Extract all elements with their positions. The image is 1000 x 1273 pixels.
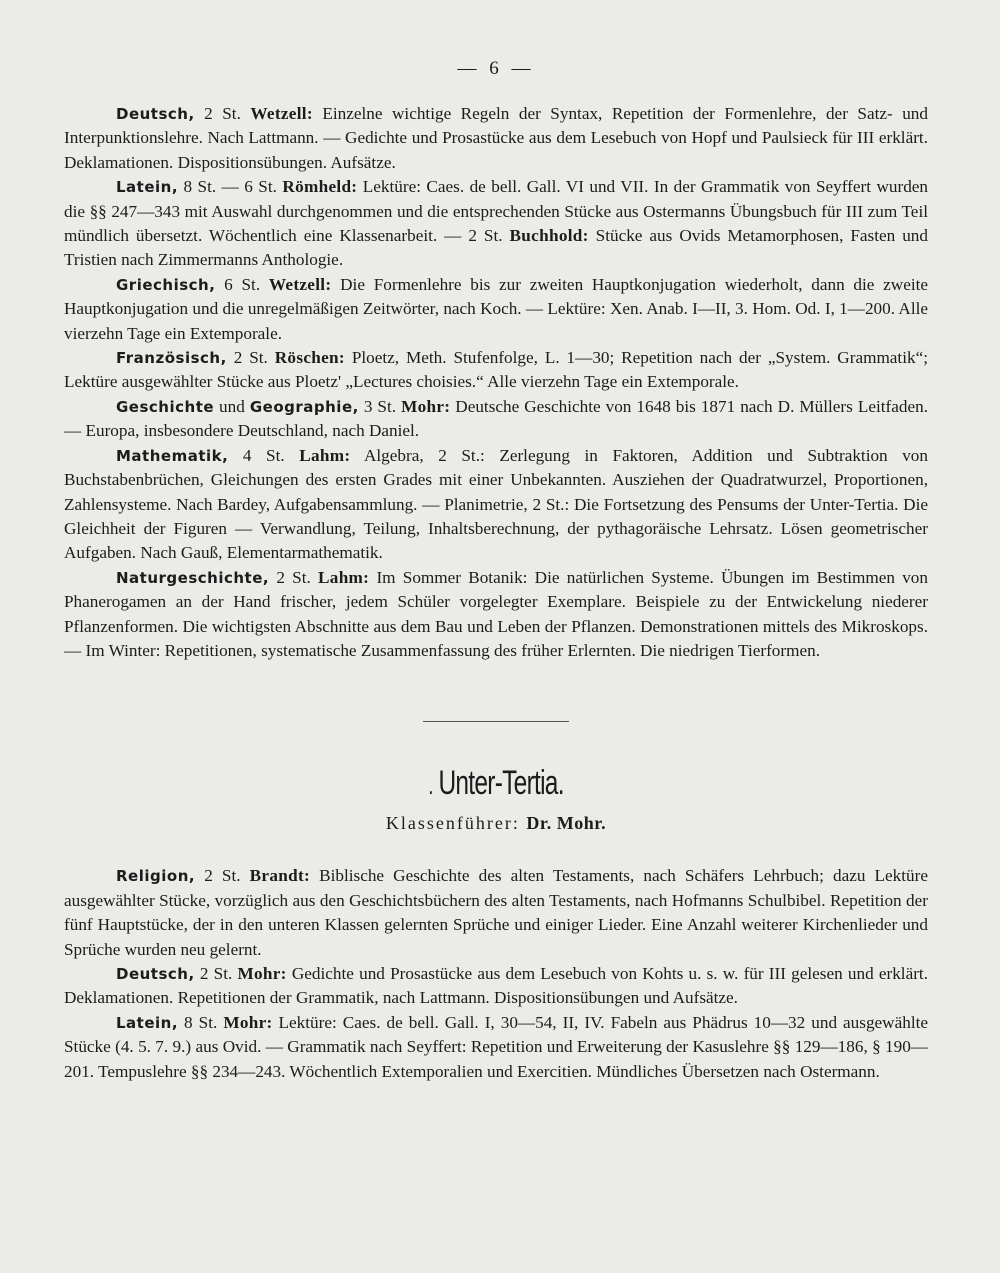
teacher-name: Röschen:	[274, 348, 345, 368]
hours: 8 St.	[178, 1012, 224, 1032]
teacher-name: Wetzell:	[268, 274, 332, 294]
paragraph-text: Lektüre: Caes. de bell. Gall. I, 30—54, II, IV. Fabeln aus Phädrus 10—32 und ausgewählte Stücke (4. 5. 7. 9.) aus Ovid. — Grammatik nach Seyffert: Repetition und Erweiterung der Kasuslehre §§ 129—186, § 190—201. Tempuslehre §§ 234—243. Wöchentlich Extemporalien und Exercitien. Mündliches Übersetzen nach Ostermann.	[64, 1012, 928, 1081]
paragraph-text: Im Sommer Botanik: Die natürlichen Systeme. Übungen im Bestimmen von Phanerogamen an der Hand frischer, jedem Schüler vorgelegter Exemplare. Beispiele zu der Entwickelung niederer Pflanzenformen. Die wichtigsten Abschnitte aus dem Bau und Leben der Pflanzen. Demonstrationen mittels des Mikroskops. — Im Winter: Repetitionen, systematische Zusammenfassung des früher Erlernten. Die niedrigen Tierformen.	[64, 567, 928, 660]
teacher-name: Lahm:	[299, 445, 351, 465]
hours: 6 St.	[215, 274, 269, 294]
section-title-text: Unter-Tertia.	[438, 764, 564, 803]
teacher-name: Lahm:	[318, 567, 370, 587]
page-number: — 6 —	[457, 58, 535, 79]
teacher-name: Buchhold:	[509, 226, 589, 246]
unter-tertia-curriculum	[64, 864, 928, 1084]
hours: 2 St.	[269, 567, 319, 587]
paragraph-griechisch	[64, 273, 928, 346]
paragraph-text: Gedichte und Prosastücke aus dem Lesebuch von Kohts u. s. w. für III gelesen und erklärt. Deklamationen. Repetitionen der Grammatik, nach Lattmann. Dispositionsübungen und Aufsätze.	[64, 963, 928, 1008]
class-leader-label: Klassenführer:	[385, 813, 527, 834]
hours: 2 St.	[195, 866, 250, 886]
subject-heading: Naturgeschichte,	[116, 568, 270, 587]
paragraph-text: Biblische Geschichte des alten Testaments, nach Schäfers Lehrbuch; dazu Lektüre ausgewählter Stücke, vorzüglich aus den Geschichtsbüchern des alten Testaments, nach Hofmanns Schulbibel. Repetition der fünf Hauptstücke, der in den unteren Klassen gelernten Sprüche und einiger Lieder. Eine Anzahl weiterer Kirchenlieder und Sprüche wurden neu gelernt.	[64, 866, 928, 959]
subject-heading: Latein,	[116, 178, 179, 197]
subject-heading: Deutsch,	[116, 964, 195, 983]
paragraph-geschichte	[64, 395, 928, 444]
paragraph-latein	[64, 175, 928, 273]
class-leader-name: Dr. Mohr.	[526, 813, 607, 834]
section-title	[185, 764, 807, 803]
subject-heading: Mathematik,	[116, 446, 229, 465]
paragraph-franzoesisch	[64, 346, 928, 395]
teacher-name: Mohr:	[401, 396, 451, 416]
subject-heading: Deutsch,	[116, 105, 195, 123]
subject-heading: Griechisch,	[116, 275, 216, 294]
paragraph-text: Stücke aus Ovids Metamorphosen, Fasten und Tristien nach Zimmermanns Anthologie.	[64, 226, 928, 270]
section-title-dot: .	[428, 770, 433, 801]
paragraph-text: Ploetz, Meth. Stufenfolge, L. 1—30; Repetition nach der „System. Grammatik“; Lektüre ausgewählter Stücke aus Ploetz' „Lectures choisies.“ Alle vierzehn Tage ein Extemporale.	[64, 348, 928, 392]
paragraph-text: Algebra, 2 St.: Zerlegung in Faktoren, Addition und Subtraktion von Buchstabenbrüchen, Gleichungen des ersten Grades mit einer Unbekannten. Ausziehen der Quadratwurzel, Proportionen, Zahlensysteme. Nach Bardey, Aufgabensammlung. — Planimetrie, 2 St.: Die Fortsetzung des Pensums der Unter-Tertia. Die Gleichheit der Figuren — Verwandlung, Teilung, Inhaltsberechnung, der pythagoräische Lehrsatz. Lösen geometrischer Aufgaben. Nach Gauß, Elementarmathematik.	[64, 445, 928, 563]
teacher-name: Wetzell:	[250, 104, 313, 123]
upper-tertia-curriculum	[64, 102, 928, 663]
subject-heading: Religion,	[116, 867, 196, 886]
hours: 3 St.	[358, 396, 402, 416]
hours: 2 St.	[194, 104, 251, 123]
paragraph-latein-ut	[64, 1011, 928, 1084]
subject-heading: Französisch,	[116, 349, 227, 368]
connector: und	[214, 396, 250, 416]
paragraph-deutsch	[64, 102, 928, 175]
paragraph-naturgeschichte	[64, 566, 928, 664]
class-leader-line	[64, 813, 928, 834]
hours: 2 St.	[194, 963, 238, 983]
paragraph-mathematik	[64, 444, 928, 566]
subject-heading: Geographie,	[249, 397, 359, 416]
paragraph-religion	[64, 864, 928, 962]
subject-heading: Latein,	[116, 1013, 179, 1032]
paragraph-text: Lektüre: Caes. de bell. Gall. VI und VII. In der Grammatik von Seyffert wurden die §§ 247—343 mit Auswahl durchgenommen und die entsprechenden Stücke aus Ostermanns Übungsbuch für III zum Teil mündlich übersetzt. Wöchentlich eine Klassenarbeit. — 2 St.	[64, 177, 929, 246]
paragraph-text: Die Formenlehre bis zur zweiten Hauptkonjugation wiederholt, dann die zweite Hauptkonjugation und die unregelmäßigen Zeitwörter, nach Koch. — Lektüre: Xen. Anab. I—II, 3. Hom. Od. I, 1—200. Alle vierzehn Tage ein Extemporale.	[64, 274, 928, 343]
paragraph-deutsch-ut	[64, 962, 928, 1011]
section-divider	[423, 721, 569, 722]
teacher-name: Brandt:	[249, 866, 311, 886]
paragraph-text: Einzelne wichtige Regeln der Syntax, Repetition der Formenlehre, der Satz- und Interpunktionslehre. Nach Lattmann. — Gedichte und Prosastücke aus dem Lesebuch von Hopf und Paulsieck für III erklärt. Deklamationen. Dispositionsübungen. Aufsätze.	[64, 104, 928, 172]
subject-heading: Geschichte	[116, 397, 215, 416]
hours: 2 St.	[226, 348, 275, 368]
hours: 4 St.	[228, 445, 300, 465]
teacher-name: Römheld:	[282, 177, 358, 197]
teacher-name: Mohr:	[223, 1012, 273, 1032]
hours: 8 St. — 6 St.	[178, 177, 283, 197]
teacher-name: Mohr:	[237, 963, 287, 983]
paragraph-text: Deutsche Geschichte von 1648 bis 1871 nach D. Müllers Leitfaden. — Europa, insbesondere Deutschland, nach Daniel.	[64, 396, 928, 441]
